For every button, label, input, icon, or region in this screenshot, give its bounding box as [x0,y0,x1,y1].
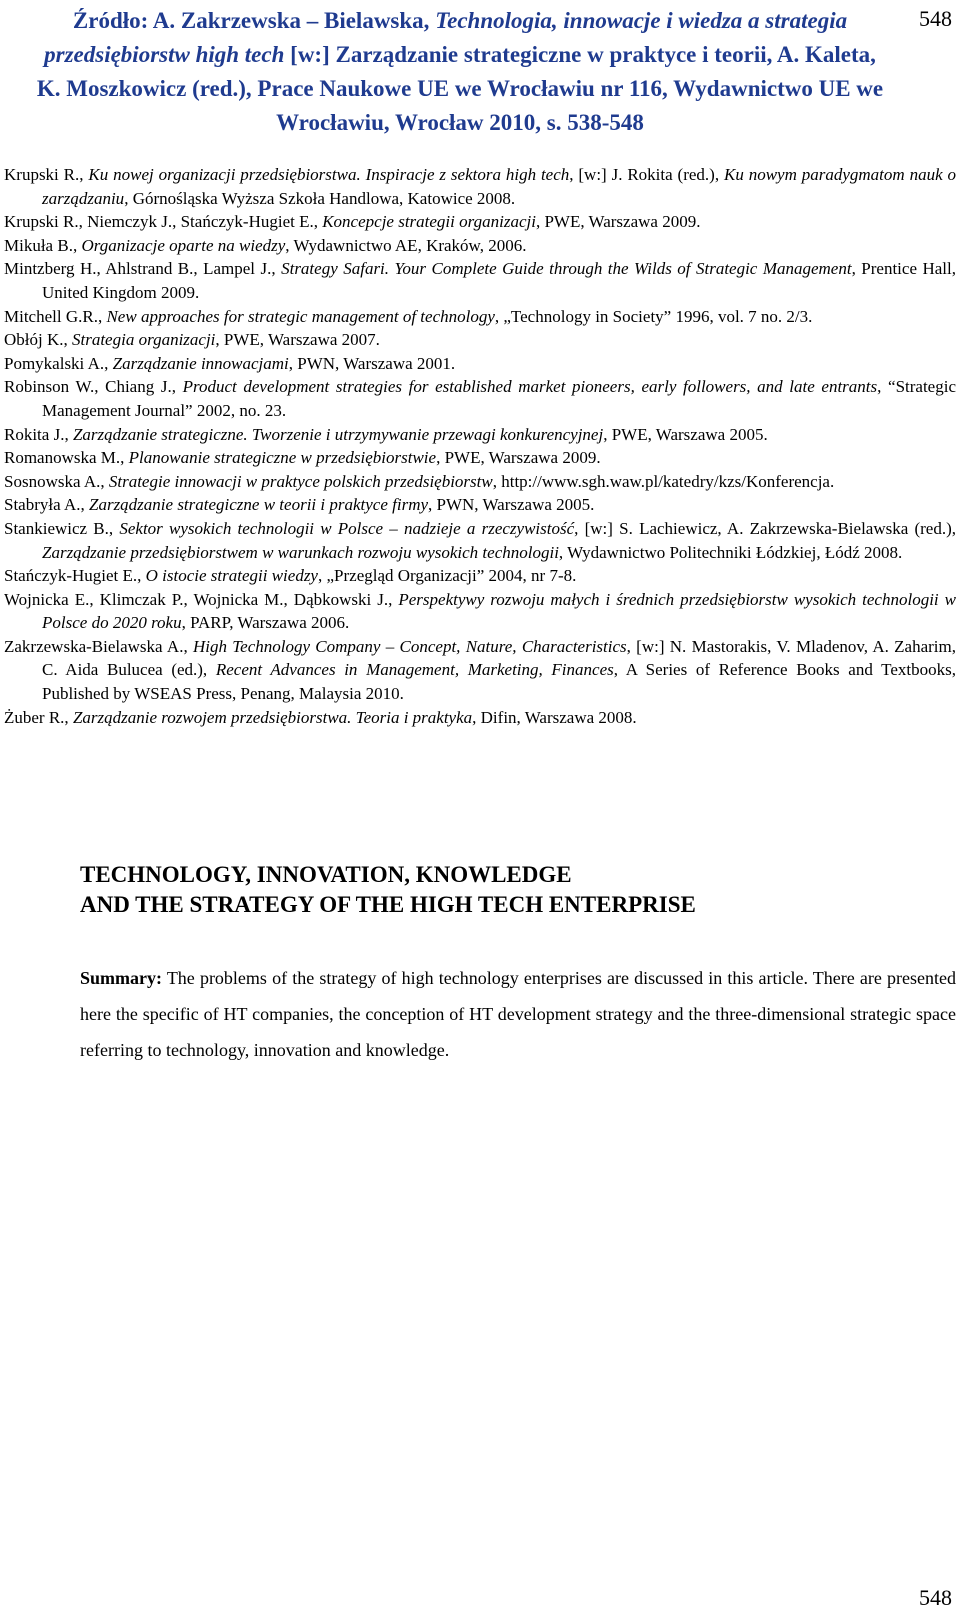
page-number-top: 548 [919,6,952,31]
source-header-part1: Źródło: A. Zakrzewska – Bielawska, [72,8,436,33]
reference-item: Obłój K., Strategia organizacji, PWE, Warszawa 2007. [4,330,380,350]
english-article-title [80,860,940,920]
english-title-line2: AND THE STRATEGY OF THE HIGH TECH ENTERPRISE [80,892,696,917]
reference-item: Mintzberg H., Ahlstrand B., Lampel J., Strategy Safari. Your Complete Guide through the Wilds of Strategic Management, Prentice Hall, United Kingdom 2009. [4,259,956,302]
summary-paragraph [80,960,956,1068]
source-header-part2: [w:] Zarządzanie strategiczne w praktyce i teorii, A. Kaleta, K. Moszkowicz (red.), Prace Naukowe UE we Wrocławiu nr 116, Wydawnictwo UE we Wrocławiu, Wrocław 2010, s. 538-548 [36,42,884,135]
reference-item: Romanowska M., Planowanie strategiczne w przedsiębiorstwie, PWE, Warszawa 2009. [4,448,601,468]
reference-item: Pomykalski A., Zarządzanie innowacjami, PWN, Warszawa 2001. [4,353,456,373]
reference-item: Robinson W., Chiang J., Product development strategies for established market pioneers, early followers, and late entrants, “Strategic Management Journal” 2002, no. 23. [4,377,956,420]
references-list [4,163,956,729]
reference-item: Stabryła A., Zarządzanie strategiczne w teorii i praktyce firmy, PWN, Warszawa 2005. [4,495,595,515]
reference-item: Wojnicka E., Klimczak P., Wojnicka M., Dąbkowski J., Perspektywy rozwoju małych i średnich przedsiębiorstw wysokich technologii w Polsce do 2020 roku, PARP, Warszawa 2006. [4,589,956,633]
source-header-title: Technologia, innowacje i wiedza a strategia przedsiębiorstw high tech [44,8,848,67]
reference-item: Rokita J., Zarządzanie strategiczne. Tworzenie i utrzymywanie przewagi konkurencyjnej, PWE, Warszawa 2005. [4,424,768,444]
reference-item: Stańczyk-Hugiet E., O istocie strategii wiedzy, „Przegląd Organizacji” 2004, nr 7-8. [4,566,577,586]
english-title-line1: TECHNOLOGY, INNOVATION, KNOWLEDGE [80,862,572,887]
reference-item: Mikuła B., Organizacje oparte na wiedzy, Wydawnictwo AE, Kraków, 2006. [4,235,527,255]
summary-label: Summary: [80,968,162,988]
reference-item: Zakrzewska-Bielawska A., High Technology Company – Concept, Nature, Characteristics, [w:] N. Mastorakis, V. Mladenov, A. Zaharim, C. Aida Bulucea (ed.), Recent Advances in Management, Marketing, Finances, A Series of Reference Books and Textbooks, Published by WSEAS Press, Penang, Malaysia 2010. [4,636,957,704]
reference-item: Krupski R., Niemczyk J., Stańczyk-Hugiet E., Koncepcje strategii organizacji, PWE, Warszawa 2009. [4,212,701,232]
reference-item: Żuber R., Zarządzanie rozwojem przedsiębiorstwa. Teoria i praktyka, Difin, Warszawa 2008. [4,707,637,727]
reference-item: Sosnowska A., Strategie innowacji w praktyce polskich przedsiębiorstw, http://www.sgh.waw.pl/katedry/kzs/Konferencja. [4,471,835,491]
reference-item: Mitchell G.R., New approaches for strategic management of technology, „Technology in Society” 1996, vol. 7 no. 2/3. [4,306,813,326]
source-citation-header [30,4,890,140]
page-number-bottom: 548 [919,1585,952,1610]
summary-text: The problems of the strategy of high technology enterprises are discussed in this article. There are presented here the specific of HT companies, the conception of HT development strategy and the three-dimensional strategic space referring to technology, innovation and knowledge. [80,968,956,1060]
reference-item: Krupski R., Ku nowej organizacji przedsiębiorstwa. Inspiracje z sektora high tech, [w:] J. Rokita (red.), Ku nowym paradygmatom nauk o zarządzaniu, Górnośląska Wyższa Szkoła Handlowa, Katowice 2008. [4,165,956,208]
reference-item: Stankiewicz B., Sektor wysokich technologii w Polsce – nadzieje a rzeczywistość, [w:] S. Lachiewicz, A. Zakrzewska-Bielawska (red.), Zarządzanie przedsiębiorstwem w warunkach rozwoju wysokich technologii, Wydawnictwo Politechniki Łódzkiej, Łódź 2008. [4,518,957,562]
